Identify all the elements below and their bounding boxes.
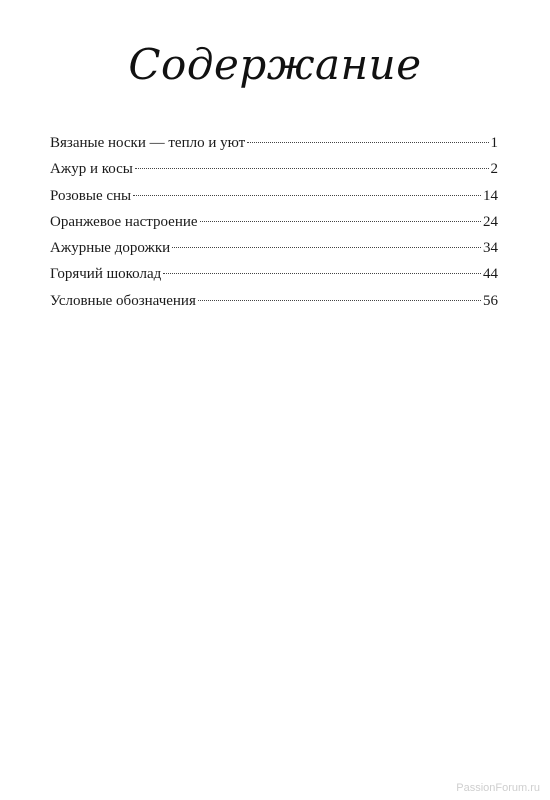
dot-leader [172, 247, 481, 248]
table-of-contents [50, 130, 498, 314]
toc-entry-title: Ажурные дорожки [50, 240, 171, 257]
dot-leader [247, 142, 488, 143]
toc-entry [50, 209, 498, 235]
toc-entry-page: 2 [490, 161, 498, 178]
watermark: PassionForum.ru [456, 782, 540, 794]
toc-entry [50, 130, 498, 156]
toc-entry-page: 1 [490, 135, 498, 151]
toc-entry-title: Горячий шоколад [50, 266, 162, 283]
page-title: Содержание [128, 40, 422, 89]
toc-entry [50, 288, 498, 314]
dot-leader [133, 195, 481, 196]
toc-entry-title: Условные обозначения [50, 292, 196, 309]
dot-leader [200, 221, 481, 222]
toc-entry-page: 56 [483, 292, 498, 309]
toc-entry-title: Оранжевое настроение [50, 213, 198, 230]
toc-entry-page: 14 [483, 187, 498, 204]
toc-entry [50, 156, 498, 182]
dot-leader [135, 168, 489, 169]
toc-entry-page: 24 [483, 213, 498, 230]
toc-entry-title: Ажур и косы [50, 161, 133, 178]
toc-entry-page: 44 [483, 266, 498, 283]
toc-entry [50, 235, 498, 261]
toc-entry-title: Розовые сны [50, 187, 132, 204]
toc-entry-page: 34 [483, 240, 498, 257]
dot-leader [198, 300, 481, 301]
toc-entry [50, 183, 498, 209]
toc-entry [50, 261, 498, 287]
dot-leader [163, 273, 481, 274]
toc-entry-title: Вязаные носки — тепло и уют [50, 135, 246, 151]
